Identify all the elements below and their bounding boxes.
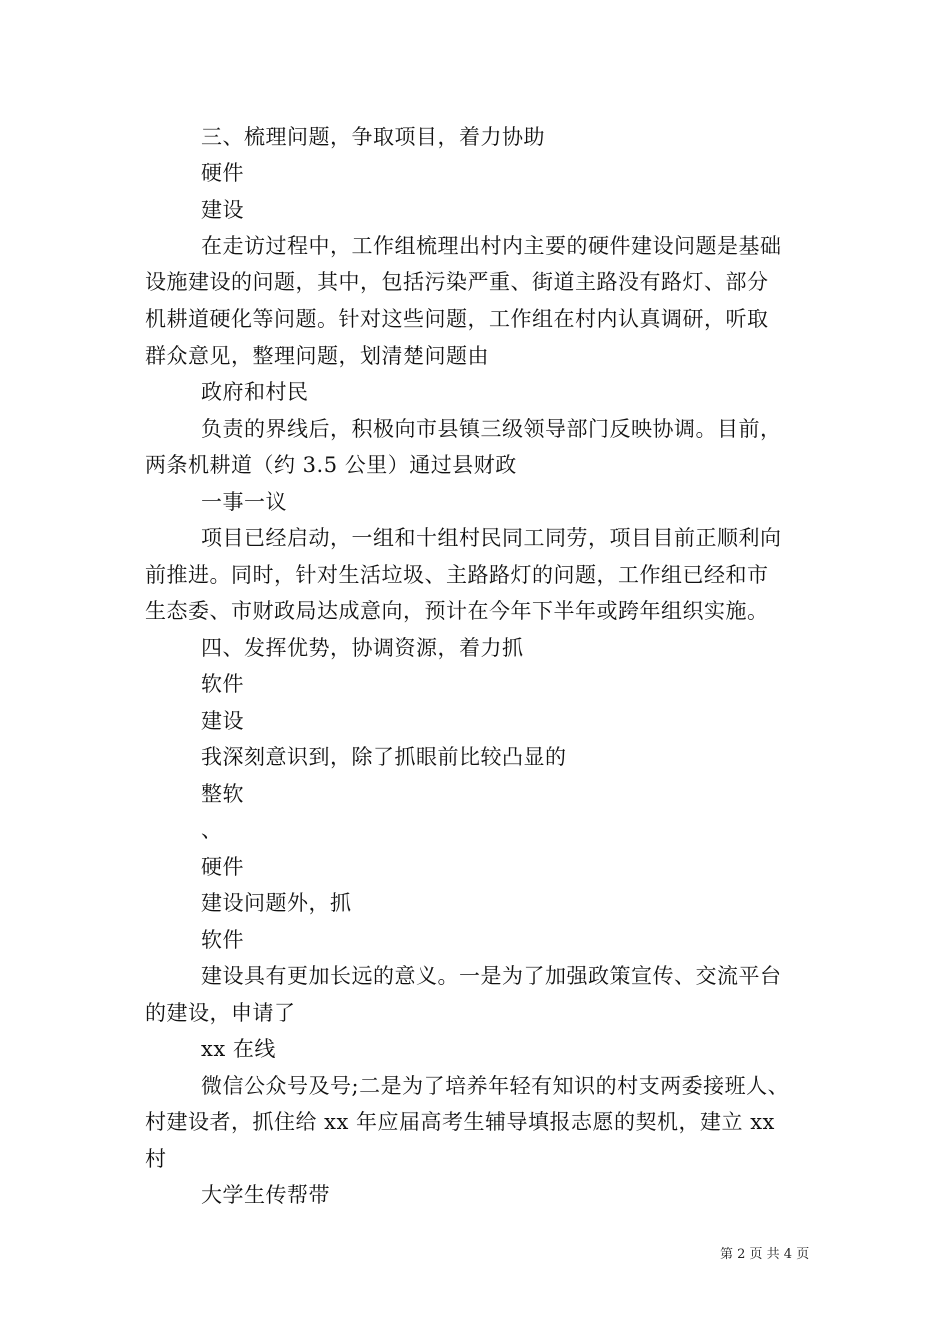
paragraph-line: 我深刻意识到，除了抓眼前比较凸显的 <box>201 745 567 769</box>
paragraph-line: 生态委、市财政局达成意向，预计在今年下半年或跨年组织实施。 <box>145 599 769 623</box>
text-line: 政府和村民 <box>201 380 309 404</box>
heading-section-four: 四、发挥优势，协调资源，着力抓 <box>201 636 524 660</box>
text-line: 大学生传帮带 <box>201 1183 330 1207</box>
text-line: 软件 <box>201 928 244 952</box>
text-line: xx 在线 <box>201 1037 276 1061</box>
paragraph-line: 两条机耕道（约 3.5 公里）通过县财政 <box>145 453 517 477</box>
paragraph-line: 项目已经启动，一组和十组村民同工同劳，项目目前正顺利向 <box>201 526 782 550</box>
paragraph-line: 建设具有更加长远的意义。一是为了加强政策宣传、交流平台 <box>201 964 782 988</box>
heading-section-three: 三、梳理问题，争取项目，着力协助 <box>201 125 545 149</box>
text-line: 整软 <box>201 782 244 806</box>
text-line: 软件 <box>201 672 244 696</box>
text-line: 、 <box>201 818 223 842</box>
text-line: 硬件 <box>201 855 244 879</box>
paragraph-line: 微信公众号及号;二是为了培养年轻有知识的村支两委接班人、 <box>201 1074 790 1098</box>
paragraph-line: 群众意见，整理问题，划清楚问题由 <box>145 344 489 368</box>
page-number-footer: 第 2 页 共 4 页 <box>720 1247 810 1262</box>
text-line: 建设 <box>201 709 244 733</box>
paragraph-line: 机耕道硬化等问题。针对这些问题，工作组在村内认真调研，听取 <box>145 307 769 331</box>
paragraph-line: 在走访过程中，工作组梳理出村内主要的硬件建设问题是基础 <box>201 234 782 258</box>
paragraph-line: 设施建设的问题，其中，包括污染严重、街道主路没有路灯、部分 <box>145 270 769 294</box>
text-line: 硬件 <box>201 161 244 185</box>
paragraph-line: 村建设者，抓住给 xx 年应届高考生辅导填报志愿的契机，建立 xx <box>145 1110 775 1134</box>
text-line: 建设 <box>201 198 244 222</box>
text-line: 一事一议 <box>201 490 287 514</box>
paragraph-line: 前推进。同时，针对生活垃圾、主路路灯的问题，工作组已经和市 <box>145 563 769 587</box>
text-line: 建设问题外，抓 <box>201 891 352 915</box>
paragraph-line: 的建设，申请了 <box>145 1001 296 1025</box>
paragraph-line: 村 <box>145 1147 167 1171</box>
paragraph-line: 负责的界线后，积极向市县镇三级领导部门反映协调。目前， <box>201 417 782 441</box>
